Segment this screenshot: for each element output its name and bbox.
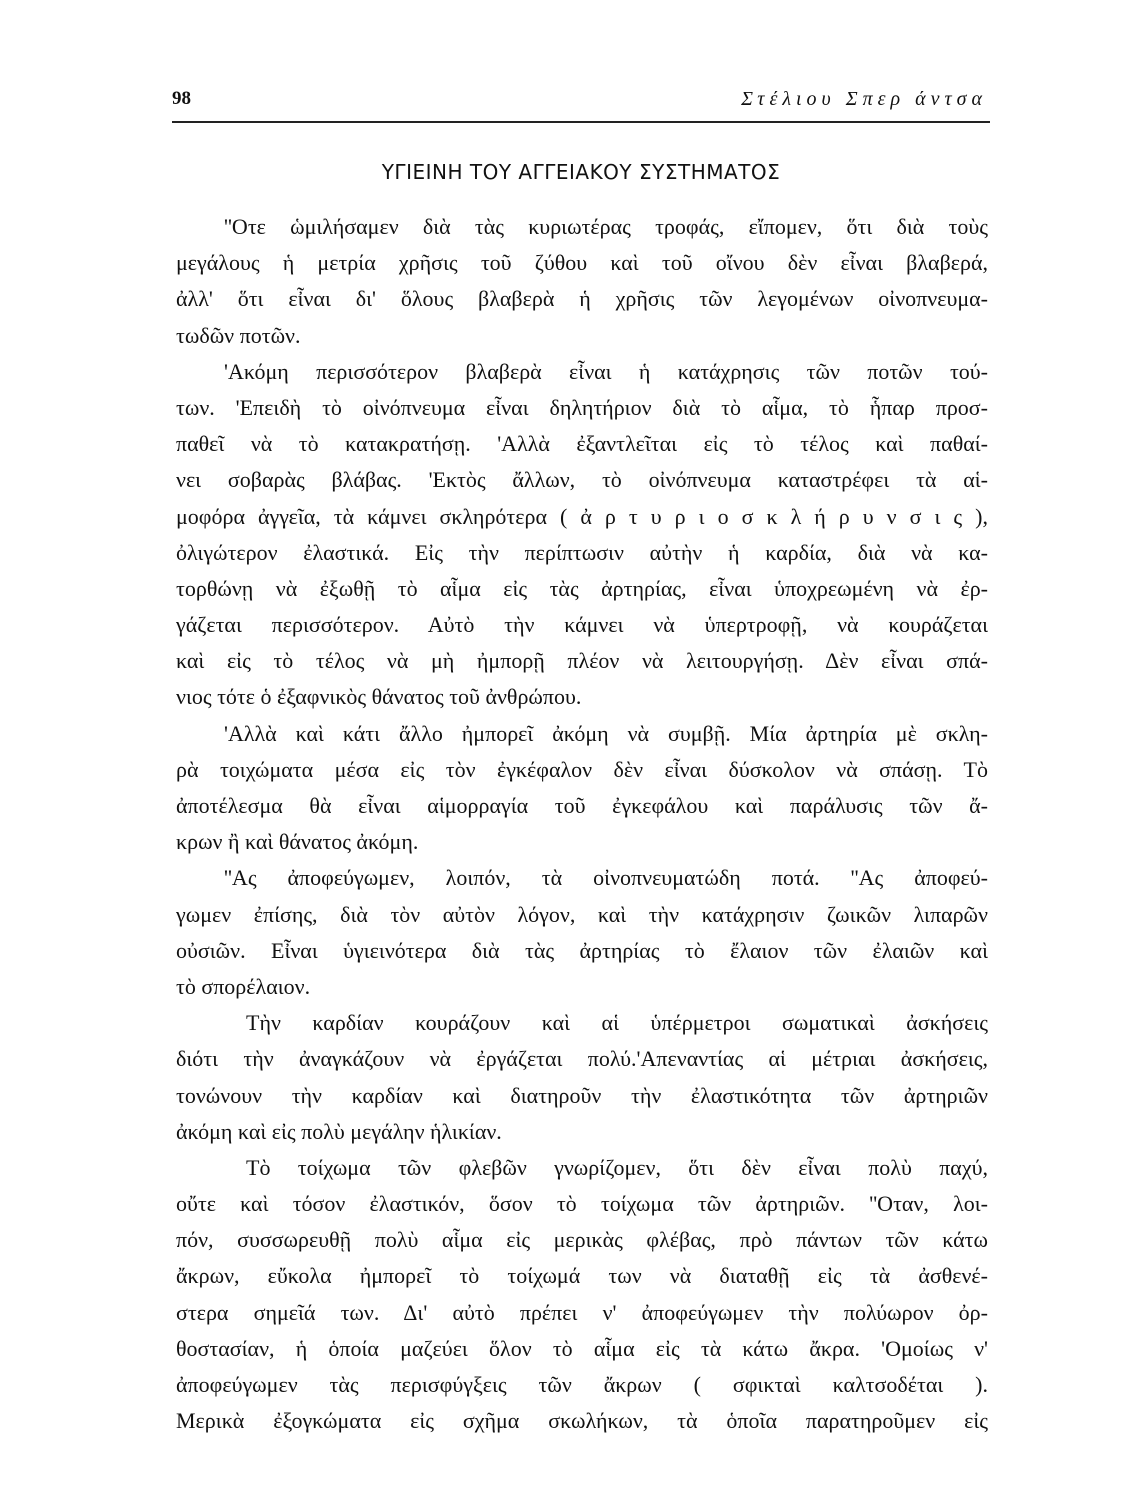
text-line: Τὴν καρδίαν κουράζουν καὶ αἱ ὑπέρμετροι σωματικαὶ ἀσκήσεις <box>246 1010 988 1036</box>
text-line: Μερικὰ ἐξογκώματα εἰς σχῆμα σκωλήκων, τὰ ὁποῖα παρατηροῦμεν εἰς <box>176 1408 988 1434</box>
text-line: τὸ σπορέλαιον. <box>176 973 311 999</box>
text-line: μεγάλους ἡ μετρία χρῆσις τοῦ ζύθου καὶ τοῦ οἴνου δὲν εἶναι βλαβερά, <box>176 250 988 276</box>
text-line: κρων ἢ καὶ θάνατος ἀκόμη. <box>176 829 419 855</box>
text-line: Τὸ τοίχωμα τῶν φλεβῶν γνωρίζομεν, ὅτι δὲν εἶναι πολὺ παχύ, <box>246 1154 988 1180</box>
text-line: γάζεται περισσότερον. Αὐτὸ τὴν κάμνει νὰ ὑπερτροφῇ, νὰ κουράζεται <box>176 612 988 638</box>
text-line: νιος τότε ὁ ἐξαφνικὸς θάνατος τοῦ ἀνθρώπου. <box>176 684 582 710</box>
text-line: των. 'Επειδὴ τὸ οἰνόπνευμα εἶναι δηλητήριον διὰ τὸ αἷμα, τὸ ἧπαρ προσ- <box>176 394 988 420</box>
text-line: νει σοβαρὰς βλάβας. 'Εκτὸς ἄλλων, τὸ οἰνόπνευμα καταστρέφει τὰ αἱ- <box>176 467 988 493</box>
text-line: διότι τὴν ἀναγκάζουν νὰ ἐργάζεται πολύ.'Απεναντίας αἱ μέτριαι ἀσκήσεις, <box>176 1046 988 1072</box>
text-line: ἀλλ' ὅτι εἶναι δι' ὅλους βλαβερὰ ἡ χρῆσις τῶν λεγομένων οἰνοπνευμα- <box>176 286 988 312</box>
text-line: τονώνουν τὴν καρδίαν καὶ διατηροῦν τὴν ἐλαστικότητα τῶν ἀρτηριῶν <box>176 1082 988 1108</box>
text-line: ρὰ τοιχώματα μέσα εἰς τὸν ἐγκέφαλον δὲν εἶναι δύσκολον νὰ σπάσῃ. Τὸ <box>176 756 988 782</box>
text-line: παθεῖ νὰ τὸ κατακρατήσῃ. 'Αλλὰ ἐξαντλεῖται εἰς τὸ τέλος καὶ παθαί- <box>176 431 988 457</box>
running-head: Στέλιου Σπερ άντσα <box>741 88 987 110</box>
text-line: ἄκρων, εὔκολα ἠμπορεῖ τὸ τοίχωμά των νὰ διαταθῇ εἰς τὰ ἀσθενέ- <box>176 1263 988 1289</box>
text-line: πόν, συσσωρευθῇ πολὺ αἷμα εἰς μερικὰς φλέβας, πρὸ πάντων τῶν κάτω <box>176 1227 988 1253</box>
text-line: οὔτε καὶ τόσον ἐλαστικόν, ὅσον τὸ τοίχωμα τῶν ἀρτηριῶν. ''Οταν, λοι- <box>176 1191 988 1217</box>
text-line: ''Οτε ὡμιλήσαμεν διὰ τὰς κυριωτέρας τροφάς, εἴπομεν, ὅτι διὰ τοὺς <box>224 214 988 239</box>
text-line: μοφόρα ἀγγεῖα, τὰ κάμνει σκληρότερα ( ἀ ρ τ υ ρ ι ο σ κ λ ή ρ υ ν σ ι ς ), <box>176 503 988 529</box>
text-line: θοστασίαν, ἡ ὁποία μαζεύει ὅλον τὸ αἷμα εἰς τὰ κάτω ἄκρα. 'Ομοίως ν' <box>176 1335 988 1361</box>
text-line: ἀποφεύγωμεν τὰς περισφύγξεις τῶν ἄκρων ( σφικταὶ καλτσοδέται ). <box>176 1372 988 1397</box>
body-text <box>176 209 988 1439</box>
text-line: τορθώνῃ νὰ ἐξωθῇ τὸ αἷμα εἰς τὰς ἀρτηρίας, εἶναι ὑποχρεωμένη νὰ ἐρ- <box>176 575 988 601</box>
text-line: ἀκόμη καὶ εἰς πολὺ μεγάλην ἡλικίαν. <box>176 1118 502 1144</box>
text-line: γωμεν ἐπίσης, διὰ τὸν αὐτὸν λόγον, καὶ τὴν κατάχρησιν ζωικῶν λιπαρῶν <box>176 901 988 927</box>
text-line: καὶ εἰς τὸ τέλος νὰ μὴ ἠμπορῇ πλέον νὰ λειτουργήσῃ. Δὲν εἶναι σπά- <box>176 648 988 674</box>
text-line: στερα σημεῖά των. Δι' αὐτὸ πρέπει ν' ἀποφεύγωμεν τὴν πολύωρον ὀρ- <box>176 1299 988 1325</box>
text-line: 'Ακόμη περισσότερον βλαβερὰ εἶναι ἡ κατάχρησις τῶν ποτῶν τού- <box>224 358 988 384</box>
text-line: ὀλιγώτερον ἐλαστικά. Εἰς τὴν περίπτωσιν αὐτὴν ἡ καρδία, διὰ νὰ κα- <box>176 539 988 565</box>
page-header <box>172 88 987 112</box>
text-line: τωδῶν ποτῶν. <box>176 322 301 348</box>
text-line: ''Ας ἀποφεύγωμεν, λοιπόν, τὰ οἰνοπνευματώδη ποτά. ''Ας ἀποφεύ- <box>224 865 988 891</box>
text-line: 'Αλλὰ καὶ κάτι ἄλλο ἠμπορεῖ ἀκόμη νὰ συμβῇ. Μία ἀρτηρία μὲ σκλη- <box>224 720 988 746</box>
header-rule <box>172 121 990 123</box>
text-line: ἀποτέλεσμα θὰ εἶναι αἱμορραγία τοῦ ἐγκεφάλου καὶ παράλυσις τῶν ἄ- <box>176 793 988 818</box>
text-line: οὐσιῶν. Εἶναι ὑγιεινότερα διὰ τὰς ἀρτηρίας τὸ ἔλαιον τῶν ἐλαιῶν καὶ <box>176 937 988 963</box>
page-number: 98 <box>172 88 191 109</box>
chapter-title: ΥΓΙΕΙΝΗ ΤΟΥ ΑΓΓΕΙΑΚΟΥ ΣΥΣΤΗΜΑΤΟΣ <box>381 160 781 184</box>
